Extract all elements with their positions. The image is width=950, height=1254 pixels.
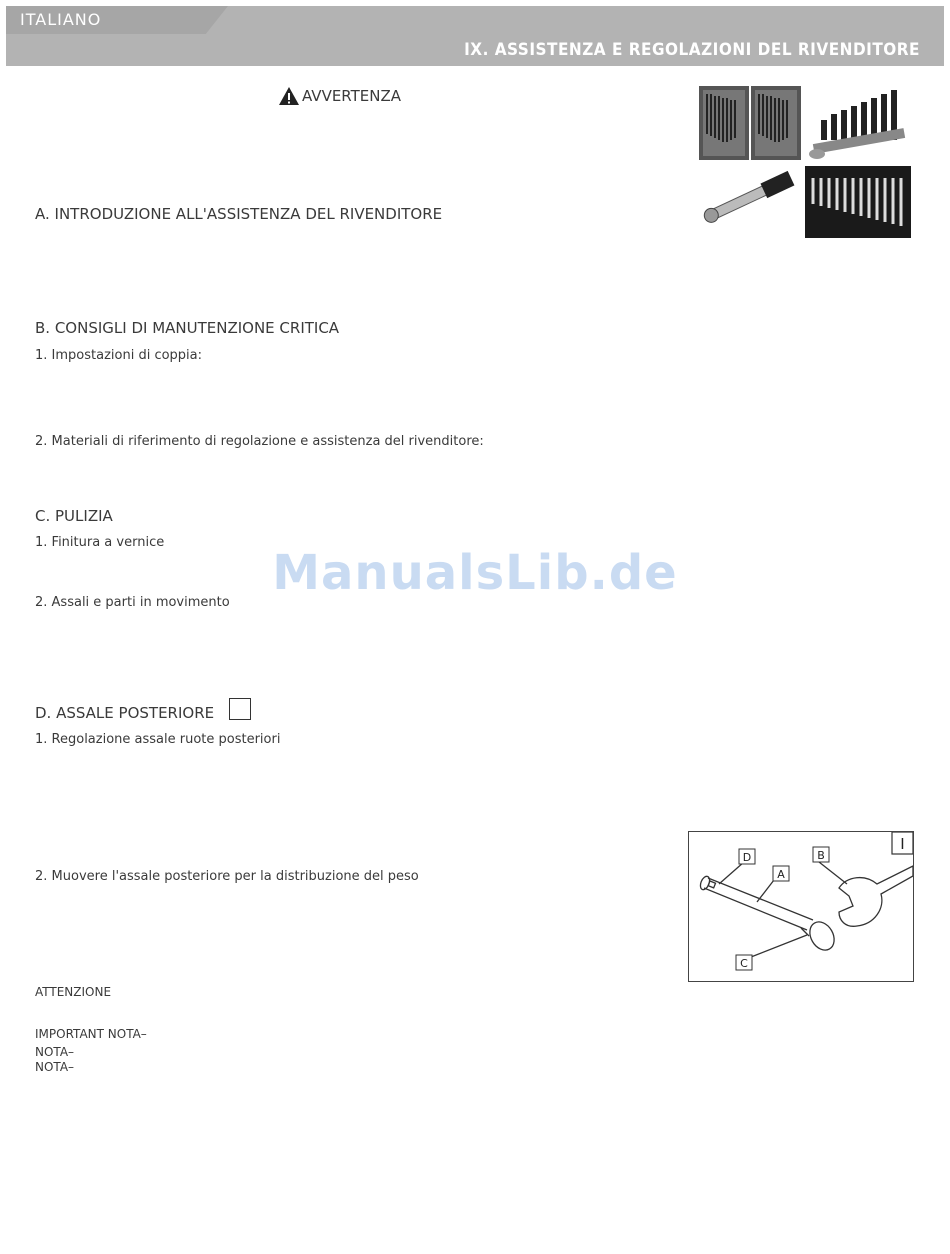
important-note-label: IMPORTANT NOTA– [35,1027,147,1041]
section-b-title: B. CONSIGLI DI MANUTENZIONE CRITICA [35,319,340,337]
axle-diagram [688,831,914,982]
section-d-title: D. ASSALE POSTERIORE [35,704,215,722]
section-c-title: C. PULIZIA [35,507,113,525]
attention-label: ATTENZIONE [35,985,112,999]
section-c-item-1: 1. Finitura a vernice [35,535,165,550]
warning-icon [278,86,300,106]
section-d-checkbox [229,698,251,720]
page-title: IX. ASSISTENZA E REGOLAZIONI DEL RIVENDITORE [464,40,920,60]
watermark: ManualsLib.de [272,545,678,601]
warning-label: AVVERTENZA [302,87,402,105]
section-d-item-2: 2. Muovere l'assale posteriore per la distribuzione del peso [35,869,419,884]
tools-photo [697,84,913,244]
language-label: ITALIANO [20,10,102,29]
label-d: D [742,851,752,864]
note-label-2: NOTA– [35,1060,75,1074]
section-b-item-1: 1. Impostazioni di coppia: [35,348,203,363]
section-b-item-2: 2. Materiali di riferimento di regolazione e assistenza del rivenditore: [35,434,484,449]
label-b: B [817,849,825,862]
section-c-item-2: 2. Assali e parti in movimento [35,595,230,610]
note-label-1: NOTA– [35,1045,75,1059]
section-a-title: A. INTRODUZIONE ALL'ASSISTENZA DEL RIVENDITORE [35,205,443,223]
figure-number: I [900,835,905,853]
label-c: C [740,957,748,970]
section-d-item-1: 1. Regolazione assale ruote posteriori [35,732,281,747]
warning-heading [278,86,401,106]
label-a: A [777,868,785,881]
tools-illustration [697,84,913,244]
axle-wrench-illustration [689,832,913,981]
